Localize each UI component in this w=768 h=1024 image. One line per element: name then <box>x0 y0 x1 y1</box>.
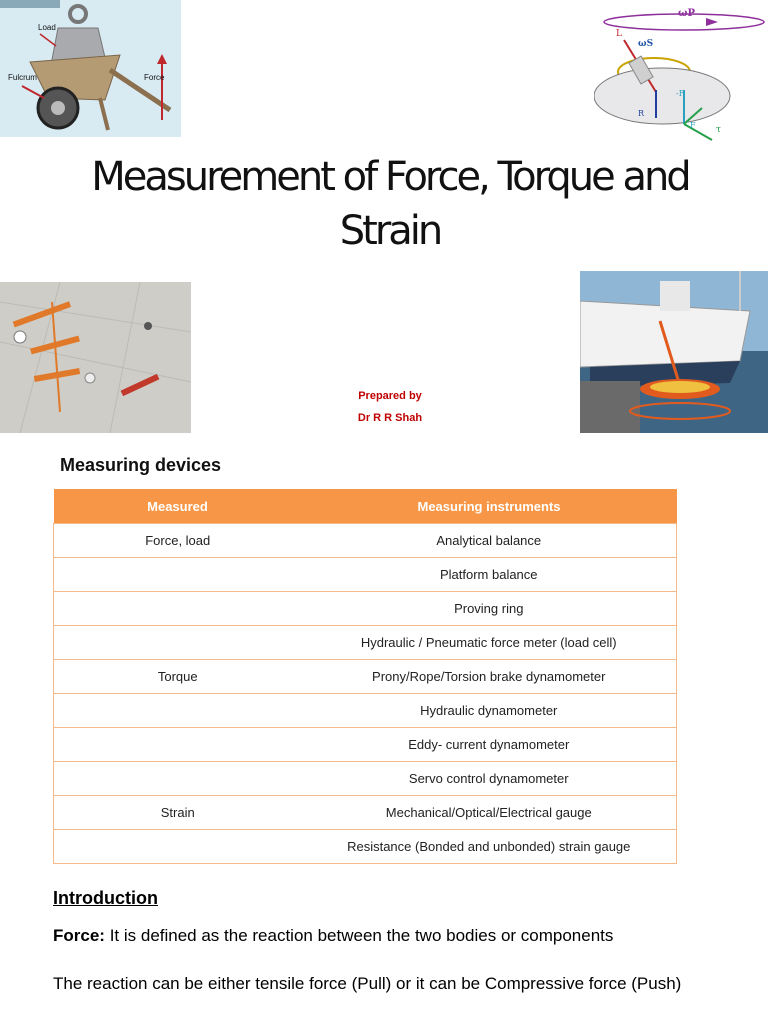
measured-cell <box>54 558 302 592</box>
table-row <box>54 592 677 626</box>
header-measured: Measured <box>54 489 302 524</box>
measured-cell: Torque <box>54 660 302 694</box>
load-label: Load <box>38 23 56 32</box>
instrument-cell: Mechanical/Optical/Electrical gauge <box>302 796 677 830</box>
minus-f-label: -F <box>676 89 685 98</box>
omega-s-label: ωS <box>638 39 654 49</box>
table-row <box>54 626 677 660</box>
table-row <box>54 728 677 762</box>
table-row <box>54 558 677 592</box>
table-row <box>54 694 677 728</box>
force-label: Force <box>144 73 165 82</box>
instrument-cell: Hydraulic / Pneumatic force meter (load cell) <box>302 626 677 660</box>
measured-cell <box>54 830 302 864</box>
instrument-cell: Hydraulic dynamometer <box>302 694 677 728</box>
tau-label: τ <box>716 125 721 135</box>
introduction-heading: Introduction <box>53 888 158 908</box>
instrument-cell: Analytical balance <box>302 524 677 558</box>
ceiling-mobile-photo <box>0 282 191 433</box>
measuring-devices-table <box>53 489 677 864</box>
measured-cell <box>54 762 302 796</box>
ship-mooring-photo <box>580 271 768 433</box>
instrument-cell: Resistance (Bonded and unbonded) strain gauge <box>302 830 677 864</box>
instrument-cell: Prony/Rope/Torsion brake dynamometer <box>302 660 677 694</box>
wheelbarrow-image <box>0 0 181 137</box>
instrument-cell: Servo control dynamometer <box>302 762 677 796</box>
measured-cell <box>54 728 302 762</box>
force-definition <box>53 926 703 946</box>
table-row <box>54 830 677 864</box>
gyroscope-diagram <box>594 0 768 145</box>
table-row <box>54 660 677 694</box>
force-term: Force: <box>53 926 105 945</box>
instrument-cell: Eddy- current dynamometer <box>302 728 677 762</box>
fulcrum-label: Fulcrum <box>8 73 37 82</box>
table-row <box>54 762 677 796</box>
table-row <box>54 796 677 830</box>
table-row <box>54 524 677 558</box>
measured-cell <box>54 592 302 626</box>
instrument-cell: Proving ring <box>302 592 677 626</box>
force-definition-text: It is defined as the reaction between the two bodies or components <box>104 926 614 945</box>
document-title: Measurement of Force, Torque and Strain <box>91 154 689 254</box>
omega-p-label: ωP <box>678 8 696 19</box>
measured-cell <box>54 626 302 660</box>
measured-cell: Strain <box>54 796 302 830</box>
author-name: Dr R R Shah <box>357 412 423 424</box>
prepared-by-label: Prepared by <box>358 390 422 402</box>
reaction-paragraph: The reaction can be either tensile force (Pull) or it can be Compressive force (Push) <box>53 974 682 993</box>
instrument-cell: Platform balance <box>302 558 677 592</box>
section-heading: Measuring devices <box>60 455 222 475</box>
f-label: F <box>690 121 696 130</box>
r-label: R <box>638 109 645 118</box>
measured-cell <box>54 694 302 728</box>
l-label: L <box>616 29 622 39</box>
table-header-row <box>54 489 677 524</box>
measured-cell: Force, load <box>54 524 302 558</box>
header-instruments: Measuring instruments <box>302 489 677 524</box>
